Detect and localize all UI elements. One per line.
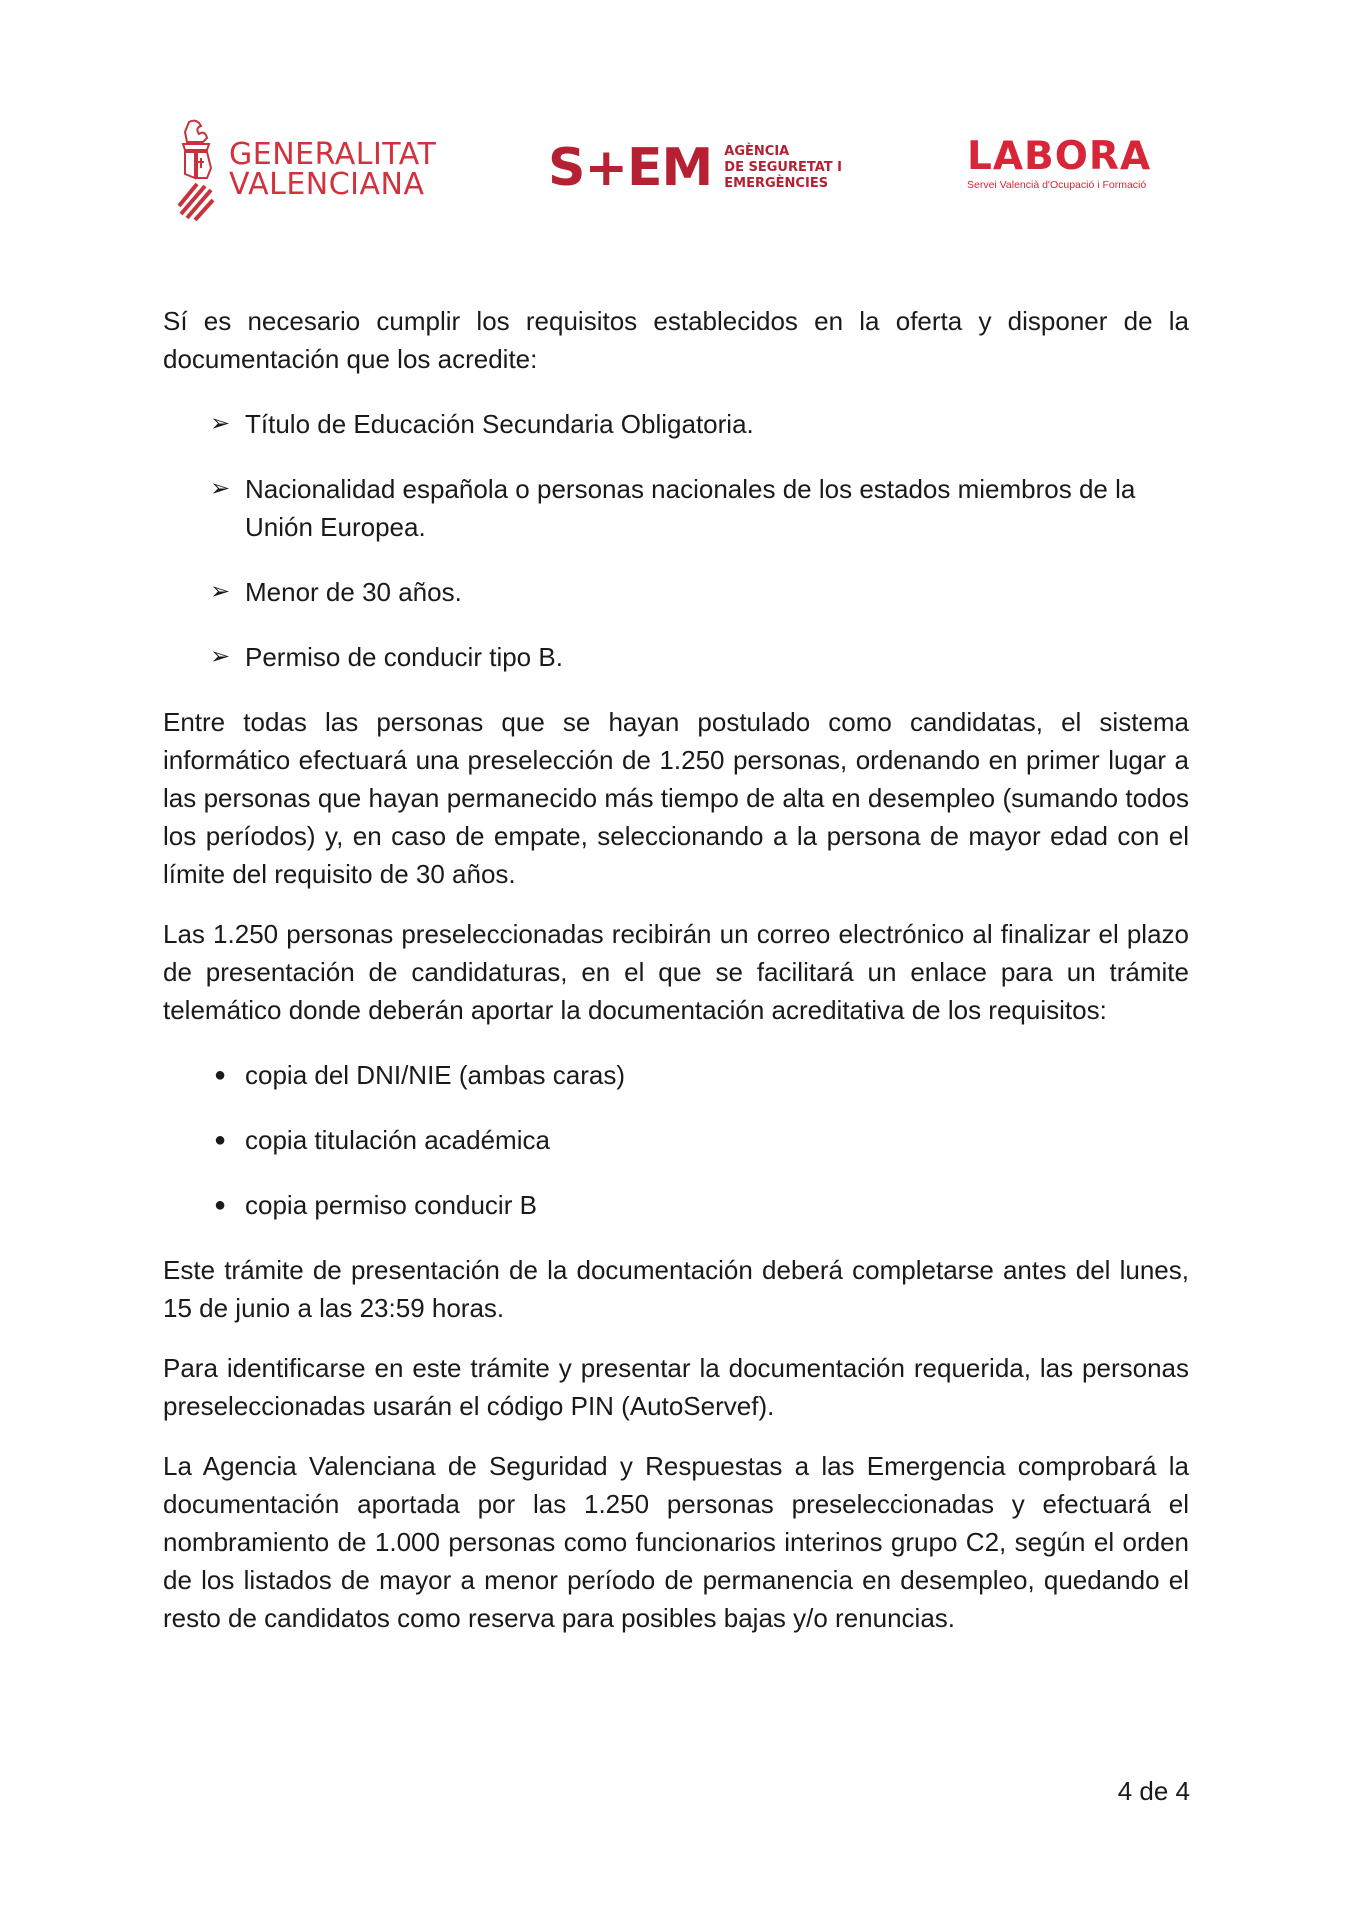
requirement-item bbox=[163, 638, 1189, 676]
document-body bbox=[163, 302, 1189, 1637]
arrow-bullet-icon: ➢ bbox=[209, 410, 231, 437]
intro-paragraph: Sí es necesario cumplir los requisitos establecidos en la oferta y disponer de la documentación que los acredite: bbox=[163, 306, 1189, 374]
gva-line-2: VALENCIANA bbox=[229, 167, 425, 202]
document-item bbox=[163, 1121, 1189, 1159]
requirements-list bbox=[163, 405, 1189, 676]
page-number: 4 de 4 bbox=[1117, 1776, 1190, 1806]
appointment-paragraph: La Agencia Valenciana de Seguridad y Respuestas a las Emergencia comprobará la documentación aportada por las 1.250 personas preseleccionadas y efectuará el nombramiento de 1.000 personas como funcionarios interinos grupo C2, según el orden de los listados de mayor a menor período de permanencia en desempleo, quedando el resto de candidatos como reserva para posibles bajas y/o renuncias. bbox=[163, 1451, 1189, 1633]
generalitat-valenciana-logo bbox=[175, 118, 436, 222]
document-text: copia titulación académica bbox=[245, 1125, 550, 1155]
requirement-text: Título de Educación Secundaria Obligatoria. bbox=[245, 409, 754, 439]
identification-paragraph: Para identificarse en este trámite y presentar la documentación requerida, las personas preseleccionadas usarán el código PIN (AutoServef). bbox=[163, 1353, 1189, 1421]
labora-logo bbox=[967, 134, 1152, 191]
labora-subtitle: Servei Valencià d'Ocupació i Formació bbox=[967, 179, 1147, 191]
sem-logo bbox=[548, 138, 842, 198]
sem-wordmark bbox=[724, 144, 842, 192]
sem-line-2: DE SEGURETAT I bbox=[724, 160, 842, 175]
arrow-bullet-icon: ➢ bbox=[209, 578, 231, 605]
dot-bullet-icon: ● bbox=[213, 1064, 227, 1086]
requirement-text: Menor de 30 años. bbox=[245, 577, 462, 607]
requirement-item bbox=[163, 405, 1189, 443]
document-text: copia del DNI/NIE (ambas caras) bbox=[245, 1060, 626, 1090]
header-logos bbox=[175, 110, 1185, 230]
dot-bullet-icon: ● bbox=[213, 1194, 227, 1216]
email-notice-paragraph: Las 1.250 personas preseleccionadas recibirán un correo electrónico al finalizar el plazo de presentación de candidaturas, en el que se facilitará un enlace para un trámite telemático donde deberán aportar la documentación acreditativa de los requisitos: bbox=[163, 919, 1189, 1025]
sem-line-1: AGÈNCIA bbox=[724, 144, 790, 159]
requirement-text: Permiso de conducir tipo B. bbox=[245, 642, 563, 672]
gva-line-1: GENERALITAT bbox=[229, 137, 437, 172]
gva-wordmark bbox=[229, 137, 437, 202]
sem-mark: S+EM bbox=[548, 138, 713, 198]
document-item bbox=[163, 1186, 1189, 1224]
coat-of-arms-icon bbox=[175, 118, 219, 222]
deadline-paragraph: Este trámite de presentación de la documentación deberá completarse antes del lunes, 15 de junio a las 23:59 horas. bbox=[163, 1255, 1189, 1323]
requirement-item bbox=[163, 573, 1189, 611]
document-text: copia permiso conducir B bbox=[245, 1190, 537, 1220]
arrow-bullet-icon: ➢ bbox=[209, 475, 231, 502]
labora-mark: LABORA bbox=[967, 134, 1152, 179]
sem-line-3: EMERGÈNCIES bbox=[724, 176, 829, 191]
preselection-paragraph: Entre todas las personas que se hayan postulado como candidatas, el sistema informático efectuará una preselección de 1.250 personas, ordenando en primer lugar a las personas que hayan permanecido más tiempo de alta en desempleo (sumando todos los períodos) y, en caso de empate, seleccionando a la persona de mayor edad con el límite del requisito de 30 años. bbox=[163, 707, 1189, 889]
arrow-bullet-icon: ➢ bbox=[209, 643, 231, 670]
requirement-item bbox=[163, 470, 1189, 546]
document-item bbox=[163, 1056, 1189, 1094]
dot-bullet-icon: ● bbox=[213, 1129, 227, 1151]
documents-list bbox=[163, 1056, 1189, 1224]
requirement-text: Nacionalidad española o personas nacionales de los estados miembros de la Unión Europea. bbox=[245, 474, 1136, 542]
